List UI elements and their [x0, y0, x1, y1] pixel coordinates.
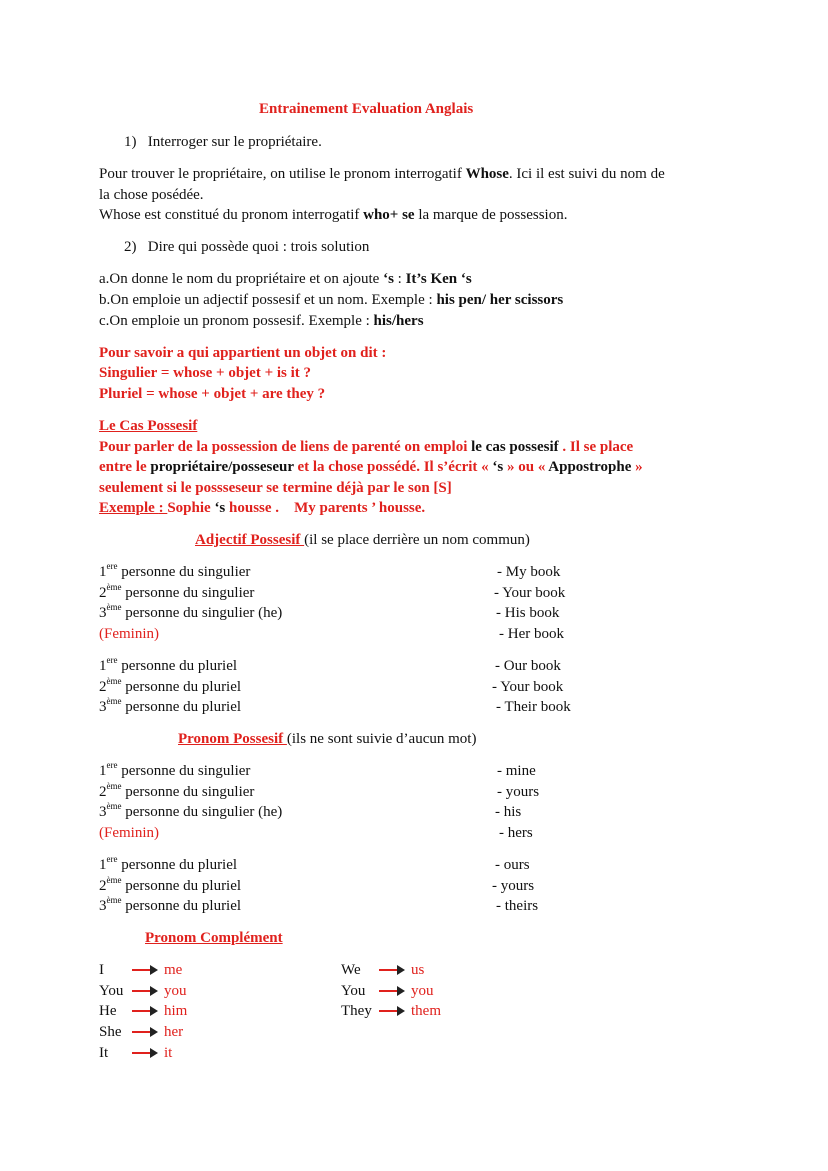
- cas-l1-black: le cas possesif: [471, 439, 559, 455]
- pronom-plural-value-1: - yours: [492, 877, 535, 894]
- complement-right-row-1: [341, 981, 434, 1001]
- pronom-singular-person-2: [99, 802, 282, 822]
- section2-number: 2): [124, 239, 137, 255]
- arrow-right-icon: [132, 986, 158, 996]
- adjectif-plural-value-1: - Your book: [492, 678, 564, 695]
- complement-left-row-0: [99, 960, 182, 980]
- item-a-bold2: It’s Ken ‘s: [405, 271, 472, 287]
- pronom-feminin-label: (Feminin): [99, 825, 159, 841]
- pronom-plural-person-1: [99, 876, 241, 896]
- person-ordinal-suffix: ème: [106, 581, 122, 592]
- section1-p1-bold: Whose: [465, 166, 509, 182]
- section2-heading-text: Dire qui possède quoi : trois solution: [147, 239, 370, 255]
- subject-pronoun: They: [341, 1003, 372, 1020]
- section2-item-c: [99, 311, 424, 331]
- person-ordinal-suffix: ème: [106, 874, 122, 885]
- subject-pronoun: It: [99, 1044, 109, 1061]
- person-label: personne du singulier: [121, 783, 255, 800]
- adjectif-singular-person-1: [99, 583, 254, 603]
- pronom-singular-value-0: - mine: [497, 763, 536, 779]
- section2-heading: [124, 237, 369, 257]
- pronom-heading-text: Pronom Possesif: [178, 731, 287, 747]
- cas-possesif-example: [99, 498, 425, 518]
- adjectif-heading: [195, 530, 530, 550]
- adjectif-singular-value-0: - My book: [497, 564, 561, 580]
- person-label: personne du pluriel: [121, 699, 242, 715]
- person-ordinal-suffix: ème: [106, 602, 122, 612]
- section1-heading: [124, 132, 322, 152]
- rule-line2: Singulier = whose + objet + is it ?: [99, 365, 312, 381]
- example-parents: My parents ’ housse.: [294, 500, 426, 516]
- cas-l1-red2: . Il se place: [558, 439, 634, 455]
- object-pronoun: you: [411, 982, 434, 999]
- section1-p1-line1: [99, 164, 665, 184]
- section1-heading-text: Interroger sur le propriétaire.: [147, 134, 322, 150]
- complement-left-row-2: [99, 1001, 187, 1021]
- cas-l2-black2: ‘s: [492, 459, 504, 475]
- person-number: 1: [99, 857, 107, 873]
- pronom-plural-value-0: - ours: [495, 857, 530, 873]
- pronom-plural-person-2: [99, 896, 241, 916]
- complement-heading: Pronom Complément: [145, 930, 283, 946]
- person-ordinal-suffix: ème: [106, 801, 122, 811]
- complement-left-row-4: [99, 1043, 172, 1063]
- rule-line3: Pluriel = whose + objet + are they ?: [99, 386, 326, 402]
- person-number: 2: [99, 877, 107, 894]
- object-pronoun: you: [164, 982, 187, 999]
- item-b-bold: his pen/ her scissors: [436, 292, 564, 308]
- section1-number: 1): [124, 134, 137, 150]
- person-ordinal-suffix: ème: [106, 675, 122, 686]
- section1-p2-bold: who+ se: [363, 207, 415, 223]
- adjectif-plural-person-0: [99, 656, 237, 676]
- subject-pronoun: He: [99, 1003, 117, 1020]
- cas-l2-red2: et la chose possédé. Il s’écrit «: [293, 459, 493, 475]
- person-label: personne du pluriel: [117, 658, 238, 674]
- adjectif-singular-value-2: - His book: [496, 605, 560, 621]
- cas-l2-red4: »: [631, 459, 643, 475]
- pronom-plural-person-0: [99, 855, 237, 875]
- person-number: 2: [99, 678, 107, 695]
- pronom-plural-value-2: - theirs: [496, 898, 539, 914]
- adjectif-note: (il se place derrière un nom commun): [304, 532, 530, 548]
- example-s: ‘s: [214, 500, 226, 516]
- item-a-bold1: ‘s: [383, 271, 394, 287]
- subject-pronoun: You: [99, 982, 124, 999]
- subject-pronoun: We: [341, 962, 361, 978]
- adjectif-plural-person-2: [99, 697, 241, 717]
- arrow-right-icon: [379, 965, 405, 975]
- person-ordinal-suffix: ème: [106, 895, 122, 905]
- item-a-mid: :: [393, 271, 406, 287]
- adjectif-singular-value-1: - Your book: [494, 584, 566, 601]
- rule-line1: Pour savoir a qui appartient un objet on dit :: [99, 345, 387, 361]
- person-label: personne du singulier (he): [121, 605, 283, 621]
- section1-p1-c: la chose posédée.: [99, 187, 204, 203]
- item-c-bold: his/hers: [373, 313, 424, 329]
- person-label: personne du pluriel: [121, 877, 242, 894]
- adjectif-heading-text: Adjectif Possesif: [195, 532, 305, 548]
- arrow-right-icon: [132, 1006, 158, 1016]
- person-label: personne du singulier: [121, 584, 255, 601]
- person-ordinal-suffix: ere: [106, 655, 118, 665]
- person-label: personne du singulier (he): [121, 804, 283, 820]
- arrow-right-icon: [132, 1027, 158, 1037]
- adjectif-singular-person-0: [99, 562, 250, 582]
- example-housse: housse .: [225, 500, 280, 516]
- person-number: 2: [99, 783, 107, 800]
- object-pronoun: her: [164, 1024, 184, 1041]
- arrow-right-icon: [379, 1006, 405, 1016]
- pronom-note: (ils ne sont suivie d’aucun mot): [286, 731, 477, 747]
- page-title: [259, 99, 473, 119]
- arrow-right-icon: [132, 1048, 158, 1058]
- adjectif-feminin-label: (Feminin): [99, 626, 159, 642]
- person-ordinal-suffix: ème: [106, 780, 122, 791]
- person-label: personne du singulier: [117, 564, 251, 580]
- pronom-feminin-value: - hers: [499, 825, 533, 841]
- person-number: 3: [99, 605, 107, 621]
- section1-p1-line2: [99, 185, 204, 205]
- adjectif-plural-value-0: - Our book: [495, 658, 561, 674]
- complement-right-row-2: [341, 1001, 441, 1021]
- subject-pronoun: She: [99, 1024, 122, 1041]
- section2-item-a: [99, 269, 472, 289]
- object-pronoun: us: [411, 962, 425, 978]
- adjectif-plural-person-1: [99, 677, 241, 697]
- example-label: Exemple: [99, 500, 159, 516]
- person-label: personne du pluriel: [117, 857, 238, 873]
- subject-pronoun: I: [99, 962, 104, 978]
- person-ordinal-suffix: ere: [106, 760, 118, 770]
- cas-l1-red: Pour parler de la possession de liens de parenté on emploi: [99, 439, 472, 455]
- cas-possesif-heading: Le Cas Possesif: [99, 418, 198, 434]
- example-sophie: Sophie: [167, 500, 215, 516]
- section1-p1-a: Pour trouver le propriétaire, on utilise le pronom interrogatif: [99, 166, 466, 182]
- person-number: 3: [99, 699, 107, 715]
- section1-p2-b: la marque de possession.: [414, 207, 568, 223]
- item-b-text: b.On emploie un adjectif possesif et un nom. Exemple :: [99, 292, 437, 308]
- item-c-text: c.On emploie un pronom possesif. Exemple :: [99, 313, 374, 329]
- adjectif-feminin-value: - Her book: [499, 626, 564, 642]
- cas-l2-red3: » ou «: [503, 459, 549, 475]
- person-label: personne du singulier: [117, 763, 251, 779]
- object-pronoun: them: [411, 1003, 441, 1020]
- cas-l2-black: propriétaire/posseseur: [150, 459, 294, 475]
- cas-possesif-line1: [99, 437, 633, 457]
- adjectif-plural-value-2: - Their book: [496, 699, 571, 715]
- complement-left-row-1: [99, 981, 187, 1001]
- object-pronoun: him: [164, 1003, 188, 1020]
- cas-possesif-line2: [99, 457, 643, 477]
- person-label: personne du pluriel: [121, 898, 242, 914]
- person-ordinal-suffix: ere: [106, 561, 118, 571]
- pronom-singular-person-1: [99, 782, 254, 802]
- item-a-text: a.On donne le nom du propriétaire et on ajoute: [99, 271, 384, 287]
- example-colon: :: [158, 500, 168, 516]
- person-number: 1: [99, 763, 107, 779]
- subject-pronoun: You: [341, 982, 366, 999]
- person-number: 1: [99, 658, 107, 674]
- person-ordinal-suffix: ème: [106, 696, 122, 706]
- person-number: 3: [99, 898, 107, 914]
- section1-p2: [99, 205, 567, 225]
- cas-possesif-line3: seulement si le possseseur se termine déjà par le son [S]: [99, 480, 452, 496]
- person-number: 2: [99, 584, 107, 601]
- person-label: personne du pluriel: [121, 678, 242, 695]
- object-pronoun: me: [164, 962, 183, 978]
- page-title-text: Entrainement Evaluation Anglais: [259, 101, 474, 117]
- adjectif-singular-person-2: [99, 603, 282, 623]
- cas-l2-red: entre le: [99, 459, 151, 475]
- person-number: 1: [99, 564, 107, 580]
- pronom-heading: [178, 729, 476, 749]
- complement-left-row-3: [99, 1022, 183, 1042]
- pronom-singular-value-1: - yours: [497, 783, 540, 800]
- person-ordinal-suffix: ere: [106, 854, 118, 864]
- arrow-right-icon: [379, 986, 405, 996]
- pronom-singular-value-2: - his: [495, 804, 522, 820]
- section2-item-b: [99, 290, 563, 310]
- complement-right-row-0: [341, 960, 424, 980]
- object-pronoun: it: [164, 1044, 173, 1061]
- pronom-singular-person-0: [99, 761, 250, 781]
- arrow-right-icon: [132, 965, 158, 975]
- section1-p2-a: Whose est constitué du pronom interrogatif: [99, 207, 364, 223]
- section1-p1-b: . Ici il est suivi du nom de: [508, 166, 665, 182]
- person-number: 3: [99, 804, 107, 820]
- cas-l2-black3: Appostrophe: [548, 459, 632, 475]
